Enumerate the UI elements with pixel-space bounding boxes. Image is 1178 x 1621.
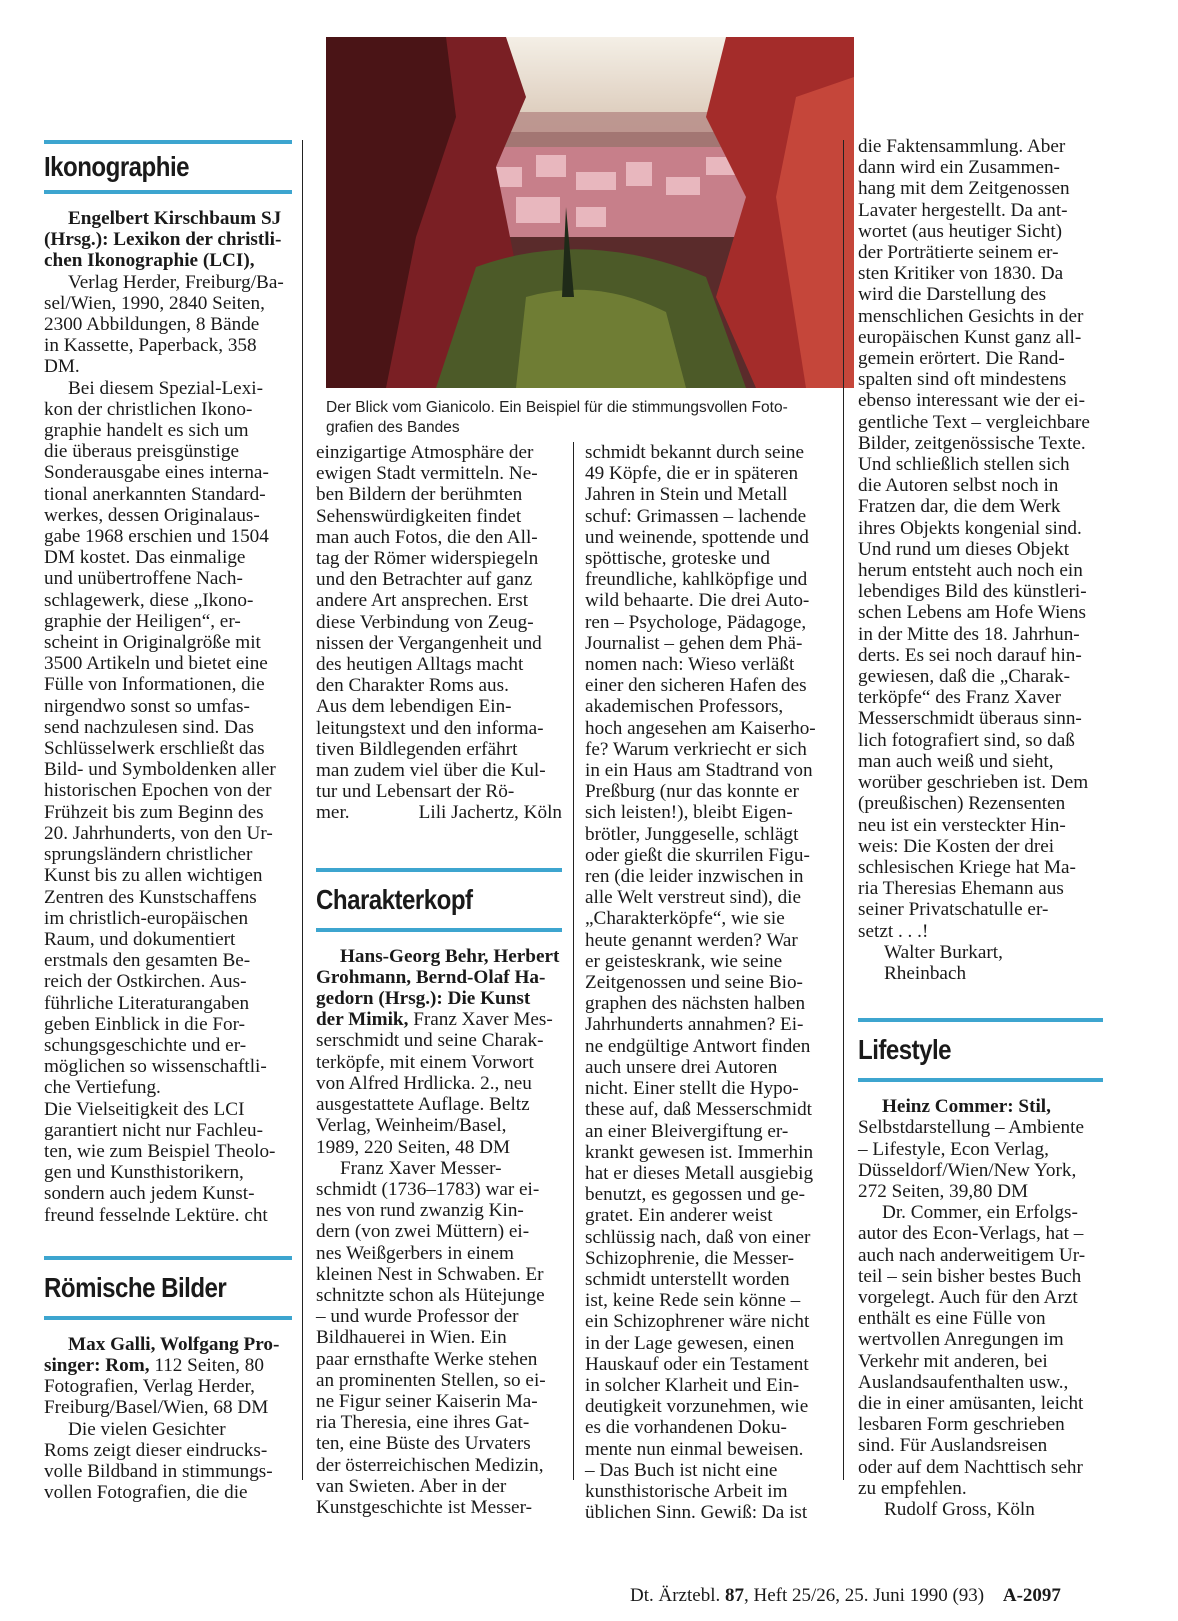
review-body-charakterkopf-cont: schmidt bekannt durch seine 49 Köpfe, die er in späteren Jahren in Stein und Metall schuf: Grimassen – lachende und weinende, spottende und spöttische, groteske und freundliche, kahlköpfige und wild behaarte. Die drei Auto- ren – Psychologe, Pädagoge, Journalist – gehen dem Phä- nomen nach: Wieso verläßt einer den sicheren Hafen des akademischen Professors, hoch angesehen am Kaiserho- fe? Warum verkriecht er sich in ein Haus am Stadtrand von Preßburg (nur das konnte er sich leisten!), bleibt Eigen- brötler, Junggeselle, schlägt oder gießt die skurrilen Figu- ren (die leider inzwischen in alle Welt verstreut sind), die „Charakterköpfe“, wie sie heute genannt werden? War er geisteskrank, wie seine Zeitgenossen und seine Bio- graphen des nächsten halben Jahrhunderts annahmen? Ei- ne endgültige Antwort finden auch unsere drei Autoren nicht. Einer stellt die Hypo- these auf, daß Messerschmidt an einer Bleivergiftung er- krankt gewesen ist. Immerhin hat er dieses Metall ausgiebig benutzt, es gegossen und ge- gratet. Ein anderer weist schlüssig nach, daß von einer Schizophrenie, die Messer- schmidt unterstellt worden ist, keine Rede sein könne – ein Schizophrener wäre nicht in der Lage gewesen, einen Hauskauf oder ein Testament in solcher Klarheit und Ein- deutigkeit vorzunehmen, wie es die vorhandenen Doku- mente nun einmal beweisen. – Das Buch ist nicht eine kunsthistorische Arbeit im üblichen Sinn. Gewiß: Da ist [585, 442, 816, 1524]
book-reference-bold: Heinz Commer: Stil, [882, 1096, 1051, 1118]
photo-rome-gianicolo [326, 37, 854, 388]
section-title-charakterkopf: Charakterkopf [316, 883, 473, 915]
page-footer [630, 1585, 1140, 1607]
review-signature: Rudolf Gross, Köln [884, 1498, 1035, 1520]
review-body-roemische-bilder-cont: einzigartige Atmosphäre der ewigen Stadt vermitteln. Ne- ben Bildern der berühmten Sehenswürdigkeiten findet man auch Fotos, die den All- tag der Römer widerspiegeln und den Betrachter auf ganz andere Art ansprechen. Erst diese Verbindung von Zeug- nissen der Vergangenheit und des heutigen Alltags macht den Charakter Roms aus. Aus dem lebendigen Ein- leitungstext und den informa- tiven Bildlegenden erfährt man zudem viel über die Kul- tur und Lebensart der Rö- mer. [316, 442, 546, 824]
page-number: A-2097 [1002, 1585, 1061, 1606]
column-4 [858, 136, 1103, 1520]
book-reference-bold: Hans-Georg Behr, Herbert Grohmann, Bernd-Olaf Ha- gedorn (Hrsg.): Die Kunst der Mimik, [316, 945, 560, 1031]
review-body-ikonographie: Bei diesem Spezial-Lexi- kon der christlichen Ikono- graphie handelt es sich um die überaus preisgünstige Sonderausgabe eines interna- tional anerkannten Standard- werkes, dessen Originalaus- gabe 1968 erschien und 1504 DM kostet. Das einmalige und unübertroffene Nach- schlagewerk, diese „Ikono- graphie der Heiligen“, er- scheint in Originalgröße mit 3500 Artikeln und bietet eine Fülle von Informationen, die nirgendwo sonst so umfas- send nachzulesen sind. Das Schlüsselwerk erschließt das Bild- und Symboldenken aller historischen Epochen von der Frühzeit bis zum Beginn des 20. Jahrhunderts, von den Ur- sprungsländern christlicher Kunst bis zu allen wichtigen Zentren des Kunstschaffens im christlich-europäischen Raum, und dokumentiert erstmals den gesamten Be- reich der Ostkirchen. Aus- führliche Literaturangaben geben Einblick in die For- schungsgeschichte und er- möglichen so wissenschaftli- che Vertiefung. Die Vielseitigkeit des LCI garantiert nicht nur Fachleu- ten, wie zum Beispiel Theolo- gen und Kunsthistorikern, sondern auch jedem Kunst- freund fesselnde Lektüre. cht [44, 377, 276, 1226]
column-3 [585, 442, 831, 1523]
section-title-ikonographie: Ikonographie [44, 151, 189, 182]
review-signature: Walter Burkart, Rheinbach [884, 941, 1003, 984]
review-signature: Lili Jachertz, Köln [418, 802, 562, 824]
journal-volume: 87 [724, 1585, 744, 1606]
book-reference-lifestyle [858, 1096, 1103, 1202]
review-body-roemische-bilder: Die vielen Gesichter Roms zeigt dieser eindrucks- volle Bildband in stimmungs- vollen Fotografien, die die [44, 1418, 273, 1504]
book-reference-charakterkopf [316, 946, 562, 1158]
book-reference-details: Selbstdarstellung – Ambiente – Lifestyle, Econ Verlag, Düsseldorf/Wien/New York, 272 Seiten, 39,80 DM [858, 1117, 1084, 1202]
review-body-charakterkopf-end: die Faktensammlung. Aber dann wird ein Zusammen- hang mit dem Zeitgenossen Lavater hergestellt. Da ant- wortet (aus heutiger Sicht) der Porträtierte seinem er- sten Kritiker von 1830. Da wird die Darstellung des menschlichen Gesichts in der europäischen Kunst ganz all- gemein erörtert. Die Rand- spalten sind oft mindestens ebenso interessant wie der ei- gentliche Text – vergleichbare Bilder, zeitgenössische Texte. Und schließlich stellen sich die Autoren selbst noch in Fratzen dar, die dem Werk ihres Objekts kongenial sind. Und rund um dieses Objekt herum entsteht auch noch ein lebendiges Bild des künstleri- schen Lebens am Hofe Wiens in der Mitte des 18. Jahrhun- derts. Es sei noch darauf hin- gewiesen, daß die „Charak- terköpfe“ des Franz Xaver Messerschmidt überaus sinn- lich fotografiert sind, so daß man auch weiß und sieht, worüber geschrieben ist. Dem (preußischen) Rezensenten neu ist ein versteckter Hin- weis: Die Kosten der drei schlesischen Kriege hat Ma- ria Theresias Ehemann aus seiner Privatschatulle er- setzt . . .! [858, 136, 1090, 942]
section-title-lifestyle: Lifestyle [858, 1034, 952, 1066]
review-body-charakterkopf: Franz Xaver Messer- schmidt (1736–1783) war ei- nes von rund zwanzig Kin- dern (von zwei Müttern) ei- nes Weißgerbers in einem kleinen Nest in Schwaben. Er schnitzte schon als Hütejunge – und wurde Professor der Bildhauerei in Wien. Ein paar ernsthafte Werke stehen an prominenten Stellen, so ei- ne Figur seiner Kaiserin Ma- ria Theresia, eine ihres Gat- ten, eine Büste des Urvaters der österreichischen Medizin, van Swieten. Aber in der Kunstgeschichte ist Messer- [316, 1157, 546, 1518]
book-reference-ikonographie [44, 208, 292, 378]
column-2 [316, 442, 562, 1518]
section-title-roemische-bilder: Römische Bilder [44, 1271, 227, 1303]
column-divider [573, 442, 574, 1480]
photo-caption: Der Blick vom Gianicolo. Ein Beispiel für die stimmungsvollen Foto- grafien des Bandes [326, 399, 788, 436]
book-reference-details: 112 Seiten, 80 Fotografien, Verlag Herder, Freiburg/Basel/Wien, 68 DM [44, 1354, 269, 1419]
book-reference-details: Verlag Herder, Freiburg/Ba- sel/Wien, 1990, 2840 Seiten, 2300 Abbildungen, 8 Bände in Kassette, Paperback, 358 DM. [44, 271, 284, 378]
column-1 [44, 140, 292, 1503]
column-divider [843, 140, 844, 1480]
journal-name: Dt. Ärztebl. [630, 1585, 721, 1606]
column-divider [302, 140, 303, 1480]
book-reference-bold: Max Galli, Wolfgang Pro- singer: Rom, [44, 1333, 280, 1376]
review-body-lifestyle: Dr. Commer, ein Erfolgs- autor des Econ-Verlags, hat – auch nach anderweitigem Ur- teil – sein bisher bestes Buch vorgelegt. Auch für den Arzt enthält es eine Fülle von wertvollen Anregungen im Verkehr mit anderen, bei Auslandsaufenthalten usw., die in einer amüsanten, leicht lesbaren Form geschrieben sind. Für Auslandsreisen oder auf dem Nachttisch sehr zu empfehlen. [858, 1202, 1086, 1499]
journal-issue: , Heft 25/26, 25. Juni 1990 (93) [743, 1585, 985, 1606]
book-reference-roemische-bilder [44, 1334, 292, 1419]
photo-illustration [326, 37, 854, 388]
book-reference-bold: Engelbert Kirschbaum SJ (Hrsg.): Lexikon der christli- chen Ikonographie (LCI), [44, 208, 282, 272]
book-reference-details: Franz Xaver Mes- serschmidt und seine Charak- terköpfe, mit einem Vorwort von Alfred Hrdlicka. 2., neu ausgestattete Auflage. Beltz Verlag, Weinheim/Basel, 1989, 220 Seiten, 48 DM [316, 1009, 553, 1158]
